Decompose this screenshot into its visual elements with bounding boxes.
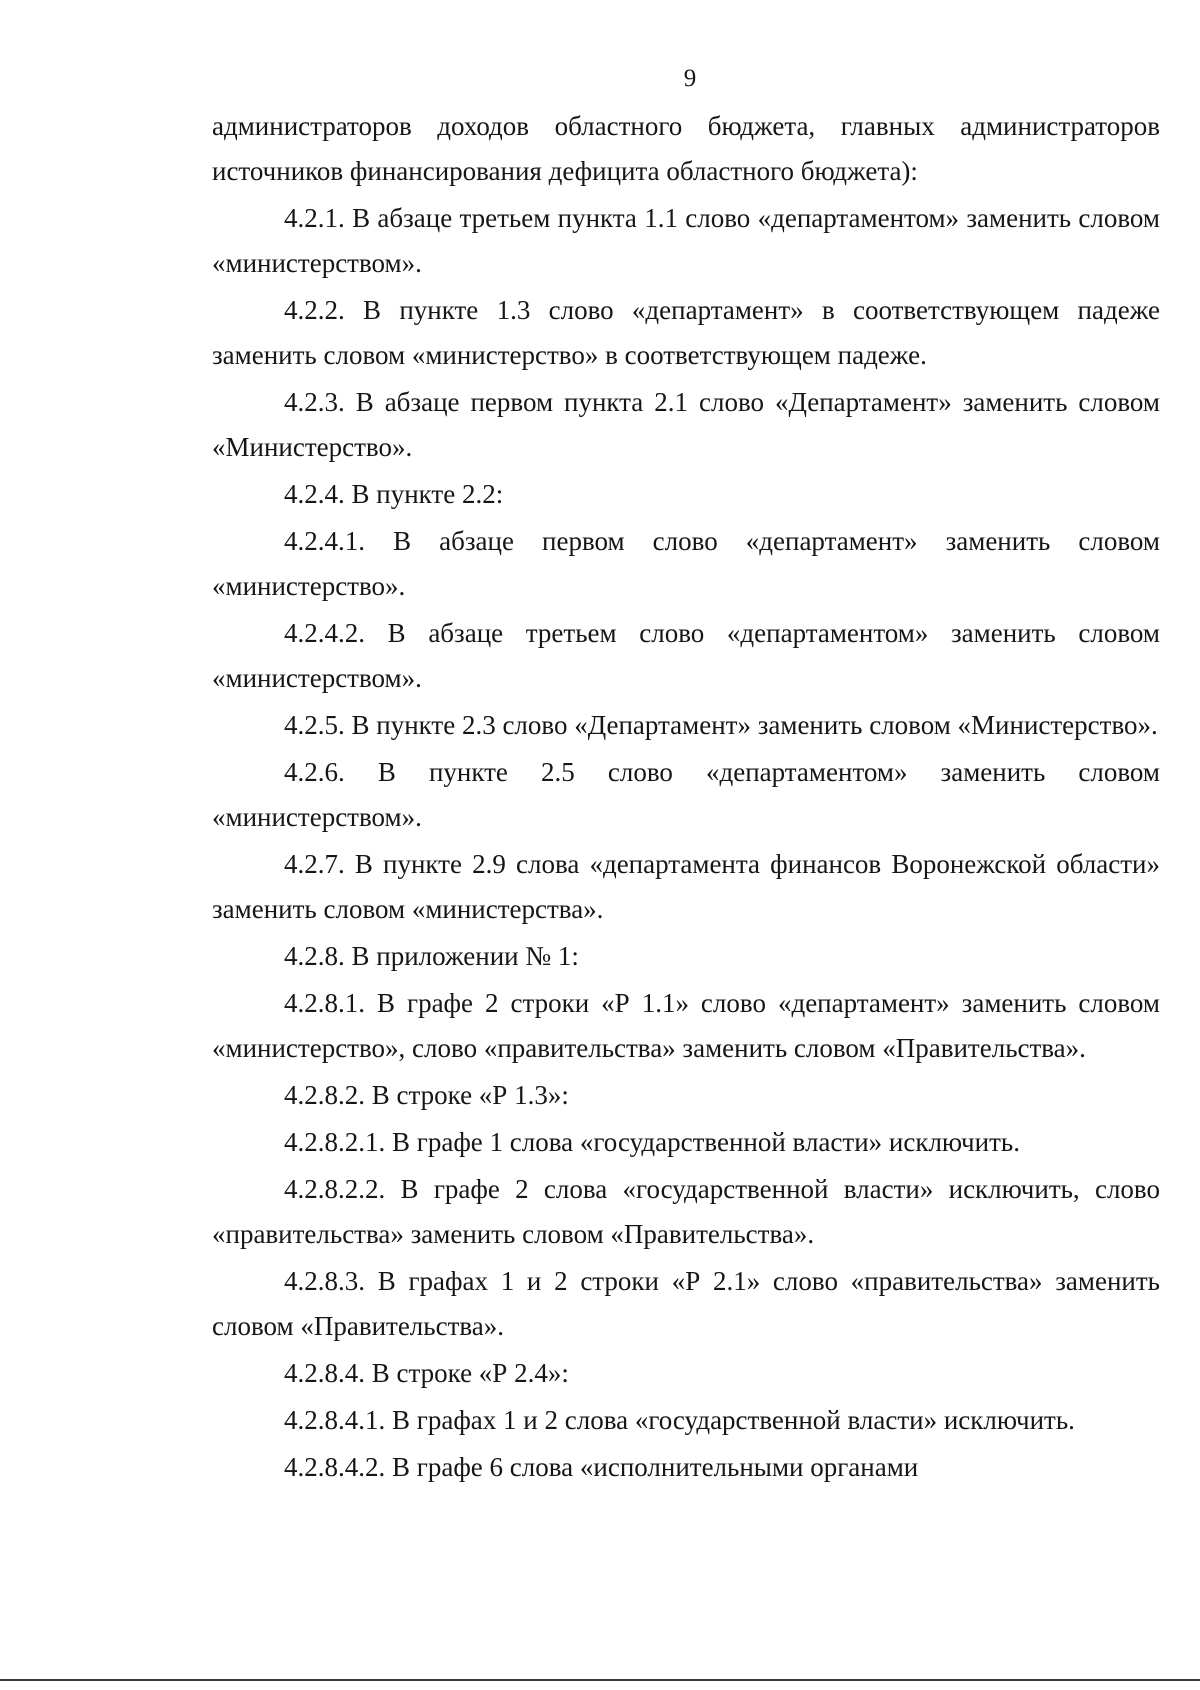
paragraph-continuation: администраторов доходов областного бюджета, главных администраторов источников финансирования дефицита областного бюджета): bbox=[212, 111, 1160, 186]
paragraph-4-2-8-3: 4.2.8.3. В графах 1 и 2 строки «Р 2.1» слово «правительства» заменить словом «Правительства». bbox=[212, 1266, 1160, 1341]
paragraph-4-2-4-2: 4.2.4.2. В абзаце третьем слово «департаментом» заменить словом «министерством». bbox=[212, 618, 1160, 693]
paragraph-4-2-4-1: 4.2.4.1. В абзаце первом слово «департамент» заменить словом «министерство». bbox=[212, 526, 1160, 601]
paragraph-4-2-8-2-2: 4.2.8.2.2. В графе 2 слова «государственной власти» исключить, слово «правительства» заменить словом «Правительства». bbox=[212, 1174, 1160, 1249]
paragraph-4-2-8: 4.2.8. В приложении № 1: bbox=[284, 941, 579, 971]
paragraph-4-2-7: 4.2.7. В пункте 2.9 слова «департамента финансов Воронежской области» заменить словом «министерства». bbox=[212, 849, 1160, 924]
document-body bbox=[212, 104, 1160, 1490]
paragraph-4-2-3: 4.2.3. В абзаце первом пункта 2.1 слово «Департамент» заменить словом «Министерство». bbox=[212, 387, 1160, 462]
paragraph-4-2-4: 4.2.4. В пункте 2.2: bbox=[284, 479, 504, 509]
paragraph-4-2-8-4-1: 4.2.8.4.1. В графах 1 и 2 слова «государственной власти» исключить. bbox=[284, 1405, 1075, 1435]
paragraph-4-2-8-2: 4.2.8.2. В строке «Р 1.3»: bbox=[284, 1080, 569, 1110]
page-number: 9 bbox=[683, 65, 697, 92]
paragraph-4-2-8-1: 4.2.8.1. В графе 2 строки «Р 1.1» слово «департамент» заменить словом «министерство», слово «правительства» заменить словом «Правительства». bbox=[212, 988, 1160, 1063]
paragraph-4-2-1: 4.2.1. В абзаце третьем пункта 1.1 слово «департаментом» заменить словом «министерством». bbox=[212, 203, 1160, 278]
paragraph-4-2-5: 4.2.5. В пункте 2.3 слово «Департамент» заменить словом «Министерство». bbox=[284, 710, 1158, 740]
paragraph-4-2-8-4: 4.2.8.4. В строке «Р 2.4»: bbox=[284, 1358, 569, 1388]
paragraph-4-2-2: 4.2.2. В пункте 1.3 слово «департамент» в соответствующем падеже заменить словом «министерство» в соответствующем падеже. bbox=[212, 295, 1160, 370]
paragraph-4-2-8-2-1: 4.2.8.2.1. В графе 1 слова «государственной власти» исключить. bbox=[284, 1127, 1020, 1157]
paragraph-4-2-8-4-2: 4.2.8.4.2. В графе 6 слова «исполнительными органами bbox=[284, 1452, 919, 1482]
paragraph-4-2-6: 4.2.6. В пункте 2.5 слово «департаментом» заменить словом «министерством». bbox=[212, 757, 1160, 832]
scan-bottom-edge-rule bbox=[0, 1679, 1200, 1681]
